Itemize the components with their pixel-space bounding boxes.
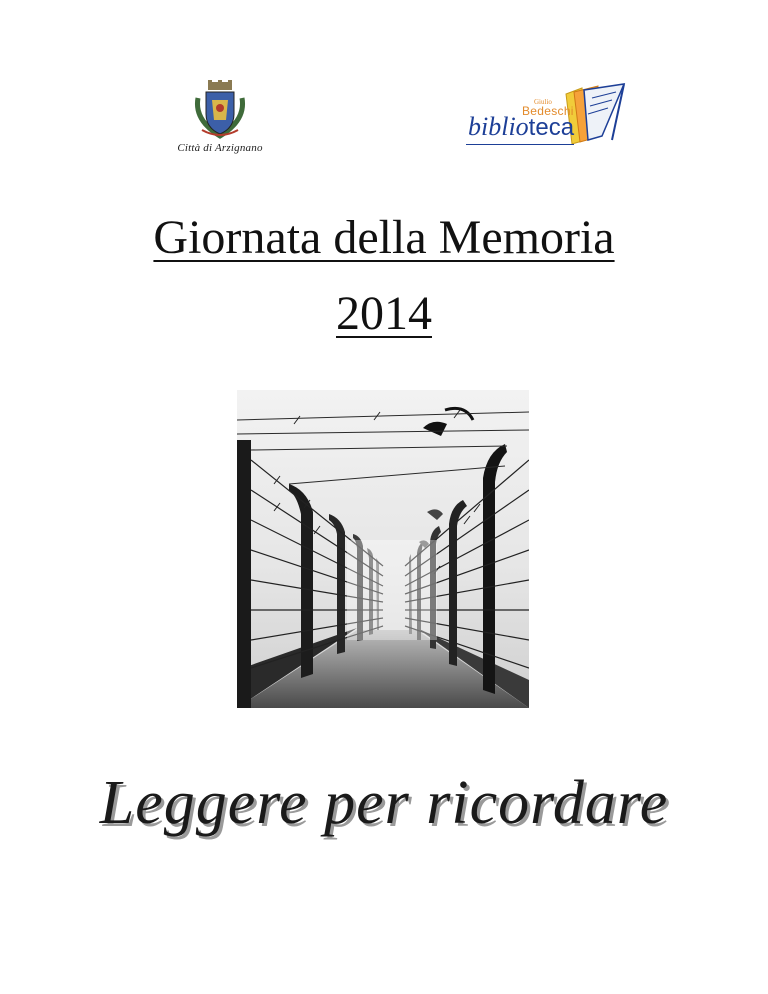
city-logo <box>160 80 280 160</box>
library-underline <box>466 144 574 145</box>
city-caption: Città di Arzignano <box>177 142 263 154</box>
library-giulio-text: Giulio <box>534 98 552 106</box>
library-biblio-text: biblio <box>468 112 529 141</box>
subtitle: Leggere per ricordare <box>99 769 669 837</box>
barbed-wire-fence-photo <box>237 390 529 708</box>
library-teca-text: teca <box>528 114 575 141</box>
title-line-1: Giornata della Memoria <box>153 211 615 264</box>
page-title <box>0 210 768 266</box>
library-wordmark <box>468 114 574 141</box>
title-line-2: 2014 <box>336 287 432 340</box>
page-year <box>0 286 768 342</box>
library-bedeschi-text: Bedeschi <box>522 104 574 118</box>
library-logo <box>462 82 628 150</box>
coat-of-arms-icon <box>192 80 248 140</box>
